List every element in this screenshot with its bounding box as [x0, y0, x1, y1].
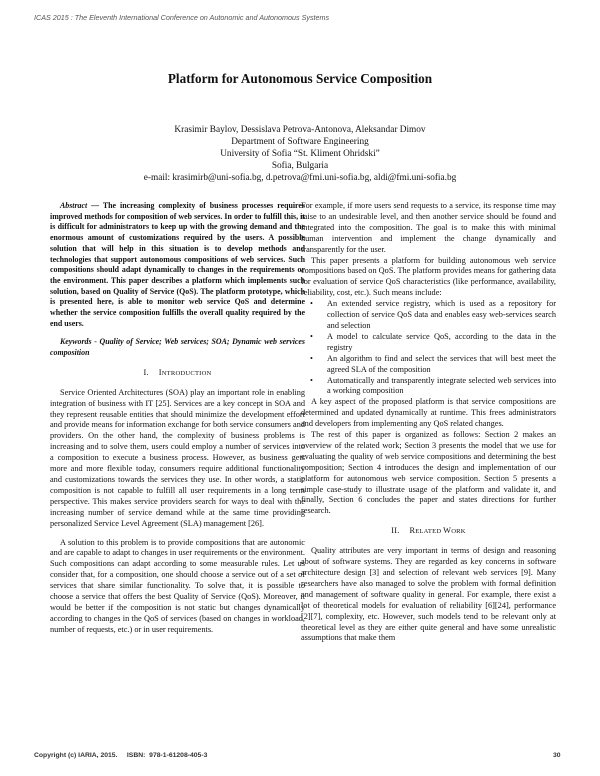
list-item-text: A model to calculate service QoS, according to the data in the registry: [327, 331, 556, 352]
footer-page-number: 30: [553, 752, 561, 759]
bullet-icon: •: [310, 353, 313, 363]
author-block: [0, 124, 600, 184]
list-item-text: An extended service registry, which is used as a repository for collection of service QoS data and enables easy web-services search and selection: [327, 299, 556, 330]
author-email: e-mail: krasimirb@uni-sofia.bg, d.petrova@fmi.uni-sofia.bg, aldi@fmi.uni-sofia.bg: [143, 173, 457, 183]
section-title-initial: W: [443, 526, 452, 536]
section-title-initial: R: [409, 526, 416, 536]
left-column: [50, 201, 305, 636]
section-number: I.: [143, 367, 149, 377]
section-heading-introduction: [50, 368, 305, 380]
paragraph: A key aspect of the proposed platform is that service compositions are determined and updated dynamically at runtime. This frees administrators and developers from implementing any QoS related changes.: [301, 397, 556, 429]
author-university: University of Sofia “St. Kliment Ohridski”: [220, 149, 380, 159]
author-names: Krasimir Baylov, Dessislava Petrova-Antonova, Aleksandar Dimov: [174, 125, 426, 135]
list-item: [301, 299, 556, 332]
feature-list: [301, 299, 556, 397]
list-item: [301, 354, 556, 376]
author-department: Department of Software Engineering: [231, 137, 369, 147]
section-title-rest: NTRODUCTION: [161, 369, 212, 377]
paragraph: The rest of this paper is organized as follows: Section 2 makes an overview of the related work; Section 3 presents the model that we use for evaluating the quality of web service compositions and determining the best composition; Section 4 introduces the design and implementation of our platform for autonomous web service composition. Section 5 presents a simple case-study to illustrate usage of the platform and validate it, and finally, Section 6 concludes the paper and states directions for further research.: [301, 430, 556, 516]
abstract-lead: Abstract: [60, 201, 88, 210]
paper-title: Platform for Autonomous Service Composition: [167, 71, 433, 86]
paragraph: For example, if more users send requests to a service, its response time may raise to an undesirable level, and then another service should be found and integrated into the composition. The goal is to make this with minimal human intervention and implement the change dynamically and transparently for the user.: [301, 201, 556, 254]
keywords: Keywords - Quality of Service; Web services; SOA; Dynamic web services composition: [50, 337, 305, 358]
section-title-rest: ELATED: [415, 528, 444, 536]
abstract: [50, 201, 305, 329]
paragraph: Quality attributes are very important in terms of design and reasoning about of software systems. They are regarded as key concerns in software architecture design [3] and selection of relevant web services [9]. Many researchers have also managed to solve the problem with formal definition and management of software quality in general. For example, there exist a lot of theoretical models for evaluation of reliability [6][24], performance [2][7], complexity, etc. However, such models tend to be relevant only at theoretical level as they are either quite general and have some unrealistic assumptions that make them: [301, 546, 556, 643]
right-column: [301, 201, 556, 644]
section-title-initial: I: [158, 367, 162, 377]
paragraph: This paper presents a platform for building autonomous web service compositions based on QoS. The platform provides means for gathering data for evaluation of service QoS characteristics (like performance, availability, reliability, cost, etc.). Such means include:: [301, 255, 556, 298]
abstract-text: — The increasing complexity of business processes requires improved methods for composition of web services. In order to fulfill this, it is difficult for administrators to keep up with the growing demand and the enormous amount of customizations required by the users. A possible solution that will help in this situation is to develop methods and technologies that support autonomous compositions of web services. Such compositions should adapt dynamically to changes in the requirements or the environment. This paper describes a platform which implements such solution, based on Quality of Service (QoS). The platform prototype, which is presented here, is able to monitor web service QoS and determine whether the service composition fulfills the overall quality required by the end users.: [50, 201, 305, 328]
section-number: II.: [391, 526, 400, 536]
paragraph: Service Oriented Architectures (SOA) play an important role in enabling integration of business with IT [25]. Services are a key concept in SOA and they represent reusable entities that should minimize the development effort and provide means for information exchange for both service consumers and providers. On the other hand, the complexity of business problems is increasing and to solve them, users could employ a number of services into a composition to execute a business process. However, as business gets more and more flexible today, consumers require additional functionality and customizations towards the services they use. In other words, a static composition is not capable to fulfill all user requirements in a long term perspective. This makes service providers search for ways to deal with the increasing number of service demand while at the same time providing personalized Service Level Agreement (SLA) management [26].: [50, 387, 305, 528]
list-item-text: Automatically and transparently integrate selected web services into a working composition: [327, 375, 556, 396]
bullet-icon: •: [310, 299, 313, 309]
bullet-icon: •: [310, 375, 313, 385]
section-heading-related-work: [301, 526, 556, 538]
list-item: [301, 376, 556, 398]
list-item-text: An algorithm to find and select the services that will best meet the agreed SLA of the composition: [327, 353, 556, 374]
bullet-icon: •: [310, 331, 313, 341]
paragraph: A solution to this problem is to provide compositions that are autonomic and are capable to adapt to changes in user requirements or the environment. Such compositions can adapt according to some measurable rules. Let us consider that, for a composition, one should choose a service out of a set of services that share similar functionality. To solve that, it is possible to choose a service that offers the best Quality of Service (QoS). Moreover, it would be better if the composition is not static but changes dynamically according to changes in the QoS of services (based on changes in workload, number of requests, etc.) or in user requirements.: [50, 537, 305, 634]
author-city: Sofia, Bulgaria: [271, 161, 329, 171]
running-head: ICAS 2015 : The Eleventh International Conference on Autonomic and Autonomous Systems: [34, 13, 330, 22]
footer-copyright: Copyright (c) IARIA, 2015. ISBN: 978-1-61208-405-3: [34, 752, 208, 759]
section-title-rest: ORK: [451, 528, 466, 536]
list-item: [301, 332, 556, 354]
